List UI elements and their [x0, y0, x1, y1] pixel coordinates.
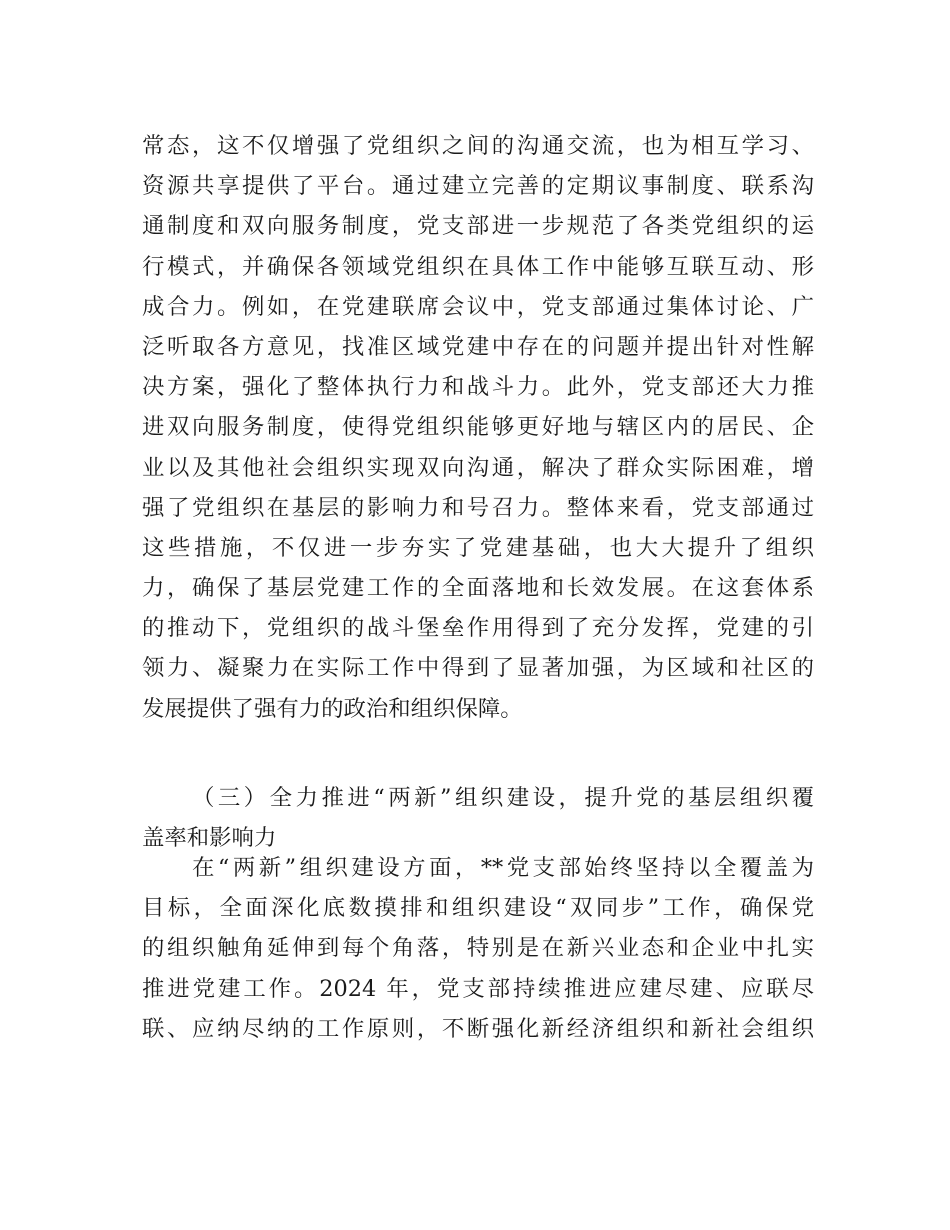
paragraph-line: 强了党组织在基层的影响力和号召力。整体来看，党支部通过 [142, 494, 814, 521]
paragraph-line: 决方案，强化了整体执行力和战斗力。此外，党支部还大力推 [142, 374, 814, 401]
body-paragraph-2 [142, 848, 814, 1049]
paragraph-line: 的组织触角延伸到每个角落，特别是在新兴业态和企业中扎实 [142, 935, 814, 962]
paragraph-line: 在“两新”组织建设方面，**党支部始终坚持以全覆盖为 [192, 855, 814, 881]
paragraph-line: 业以及其他社会组织实现双向沟通，解决了群众实际困难，增 [142, 454, 814, 481]
paragraph-line: 进双向服务制度，使得党组织能够更好地与辖区内的居民、企 [142, 414, 814, 441]
paragraph-line: 这些措施，不仅进一步夯实了党建基础，也大大提升了组织 [142, 534, 814, 561]
paragraph-line: 目标，全面深化底数摸排和组织建设“双同步”工作，确保党 [142, 895, 814, 922]
heading-line: 盖率和影响力 [142, 825, 277, 852]
paragraph-line: 行模式，并确保各领域党组织在具体工作中能够互联互动、形 [142, 253, 814, 280]
paragraph-line: 资源共享提供了平台。通过建立完善的定期议事制度、联系沟 [142, 173, 814, 200]
paragraph-line: 发展提供了强有力的政治和组织保障。 [142, 695, 523, 722]
paragraph-line: 领力、凝聚力在实际工作中得到了显著加强，为区域和社区的 [142, 655, 814, 682]
paragraph-line: 推进党建工作。2024 年，党支部持续推进应建尽建、应联尽 [142, 975, 814, 1002]
paragraph-line: 通制度和双向服务制度，党支部进一步规范了各类党组织的运 [142, 213, 814, 240]
section-heading-3 [142, 778, 814, 858]
paragraph-line: 联、应纳尽纳的工作原则，不断强化新经济组织和新社会组织 [142, 1015, 814, 1042]
paragraph-line: 成合力。例如，在党建联席会议中，党支部通过集体讨论、广 [142, 293, 814, 320]
paragraph-line: 泛听取各方意见，找准区域党建中存在的问题并提出针对性解 [142, 333, 814, 360]
paragraph-line: 的推动下，党组织的战斗堡垒作用得到了充分发挥，党建的引 [142, 615, 814, 642]
body-paragraph-1 [142, 126, 814, 729]
heading-line: （三）全力推进“两新”组织建设，提升党的基层组织覆 [192, 785, 814, 811]
paragraph-line: 力，确保了基层党建工作的全面落地和长效发展。在这套体系 [142, 575, 814, 602]
paragraph-line: 常态，这不仅增强了党组织之间的沟通交流，也为相互学习、 [142, 133, 814, 159]
